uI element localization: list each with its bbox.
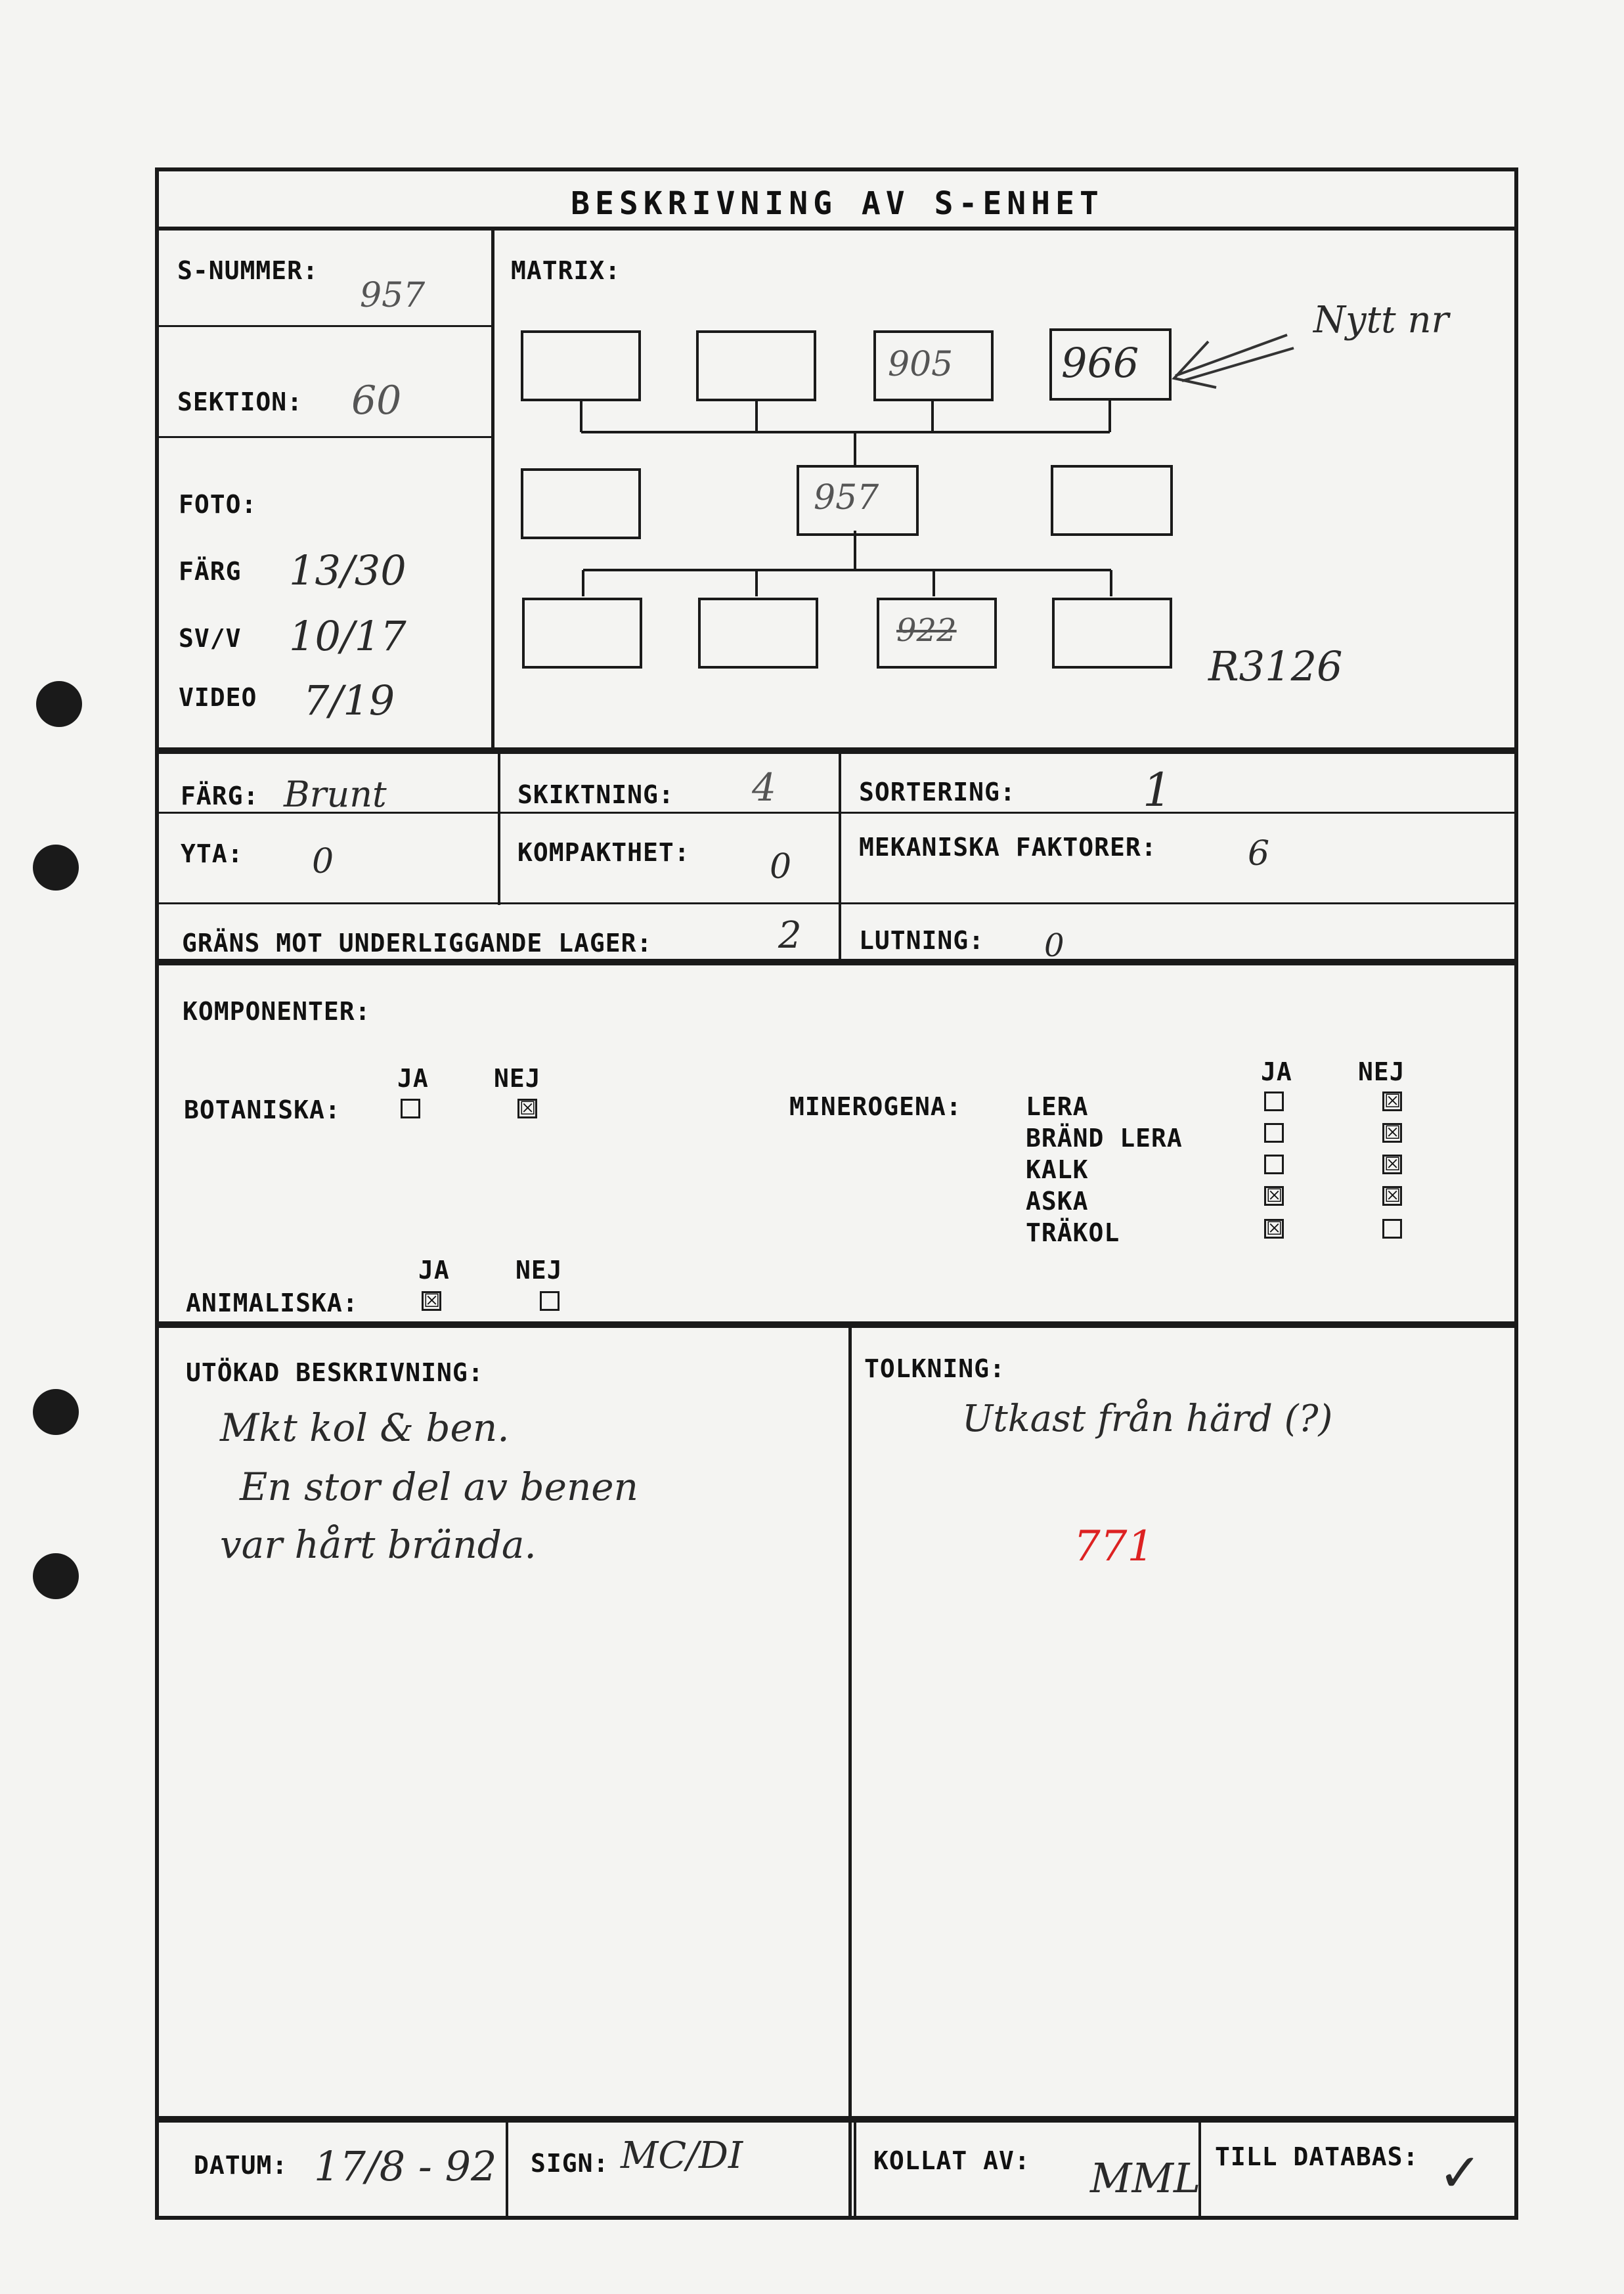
sektion-value[interactable]: 60 bbox=[351, 378, 402, 424]
minerogena-item: LERA bbox=[1026, 1092, 1089, 1121]
matrix-box[interactable] bbox=[1051, 465, 1173, 536]
matrix-box-value: 966 bbox=[1061, 339, 1139, 387]
sign-value[interactable]: MC/DI bbox=[621, 2134, 743, 2177]
minerogena-item: BRÄND LERA bbox=[1026, 1124, 1183, 1153]
botaniska-ja-header: JA bbox=[397, 1064, 429, 1093]
animaliska-nej-header: NEJ bbox=[516, 1256, 563, 1285]
utokad-line[interactable]: En stor del av benen bbox=[240, 1465, 638, 1509]
farg-label: FÄRG: bbox=[181, 782, 259, 810]
matrix-box[interactable] bbox=[1049, 328, 1172, 401]
matrix-box[interactable] bbox=[521, 468, 641, 539]
sortering-value[interactable]: 1 bbox=[1143, 763, 1172, 817]
s-nummer-value[interactable]: 957 bbox=[360, 276, 426, 315]
botaniska-ja-checkbox[interactable] bbox=[401, 1099, 420, 1118]
animaliska-ja-checkbox[interactable]: ☒ bbox=[422, 1291, 441, 1311]
matrix-box-value: 957 bbox=[814, 478, 879, 518]
matrix-box-current[interactable] bbox=[797, 465, 919, 536]
aska-nej-checkbox[interactable]: ☒ bbox=[1382, 1186, 1402, 1206]
matrix-box[interactable] bbox=[873, 330, 994, 401]
minerogena-label: MINEROGENA: bbox=[789, 1092, 962, 1121]
minerogena-nej-header: NEJ bbox=[1358, 1057, 1405, 1086]
minerogena-item: KALK bbox=[1026, 1155, 1089, 1184]
matrix-box[interactable] bbox=[698, 598, 818, 669]
kompakthet-value[interactable]: 0 bbox=[770, 847, 792, 887]
minerogena-ja-header: JA bbox=[1261, 1057, 1292, 1086]
aska-ja-checkbox[interactable]: ☒ bbox=[1264, 1186, 1284, 1206]
kompakthet-label: KOMPAKTHET: bbox=[517, 838, 690, 867]
video-label: VIDEO bbox=[179, 683, 257, 712]
svv-value[interactable]: 10/17 bbox=[289, 612, 406, 660]
sortering-label: SORTERING: bbox=[859, 778, 1016, 806]
matrix-box-value: 905 bbox=[888, 345, 954, 384]
minerogena-item: TRÄKOL bbox=[1026, 1218, 1120, 1247]
matrix-box[interactable] bbox=[1052, 598, 1172, 669]
till-databas-check[interactable]: ✓ bbox=[1438, 2142, 1483, 2203]
yta-label: YTA: bbox=[181, 839, 244, 868]
foto-label: FOTO: bbox=[179, 490, 257, 519]
farg-foto-label: FÄRG bbox=[179, 557, 242, 586]
grans-label: GRÄNS MOT UNDERLIGGANDE LAGER: bbox=[182, 929, 653, 958]
botaniska-nej-checkbox[interactable]: ☒ bbox=[517, 1099, 537, 1118]
mekaniska-label: MEKANISKA FAKTORER: bbox=[859, 833, 1157, 862]
lera-ja-checkbox[interactable] bbox=[1264, 1092, 1284, 1111]
utokad-line[interactable]: Mkt kol & ben. bbox=[220, 1405, 510, 1450]
lutning-label: LUTNING: bbox=[859, 926, 985, 955]
mekaniska-value[interactable]: 6 bbox=[1248, 834, 1270, 873]
animaliska-ja-header: JA bbox=[418, 1256, 450, 1285]
animaliska-nej-checkbox[interactable] bbox=[540, 1291, 560, 1311]
komponenter-label: KOMPONENTER: bbox=[183, 997, 371, 1026]
s-nummer-label: S-NUMMER: bbox=[177, 256, 318, 285]
skiktning-label: SKIKTNING: bbox=[517, 780, 674, 809]
matrix-side-note: R3126 bbox=[1208, 642, 1343, 690]
matrix-box[interactable] bbox=[521, 330, 641, 401]
tolkning-label: TOLKNING: bbox=[864, 1354, 1005, 1383]
utokad-label: UTÖKAD BESKRIVNING: bbox=[186, 1358, 484, 1387]
matrix-box-value: 922 bbox=[896, 612, 957, 649]
brand-lera-nej-checkbox[interactable]: ☒ bbox=[1382, 1123, 1402, 1143]
form-title: BESKRIVNING AV S-ENHET bbox=[571, 185, 1104, 222]
farg-foto-value[interactable]: 13/30 bbox=[289, 546, 406, 594]
kollat-value[interactable]: MML bbox=[1090, 2154, 1201, 2202]
trakol-ja-checkbox[interactable]: ☒ bbox=[1264, 1219, 1284, 1239]
utokad-line[interactable]: var hårt brända. bbox=[220, 1522, 537, 1567]
arrow-icon bbox=[1174, 335, 1294, 387]
minerogena-item: ASKA bbox=[1026, 1187, 1089, 1216]
brand-lera-ja-checkbox[interactable] bbox=[1264, 1123, 1284, 1143]
video-value[interactable]: 7/19 bbox=[303, 676, 395, 724]
svv-label: SV/V bbox=[179, 624, 242, 653]
trakol-nej-checkbox[interactable] bbox=[1382, 1219, 1402, 1239]
grans-value[interactable]: 2 bbox=[778, 914, 802, 957]
kollat-label: KOLLAT AV: bbox=[873, 2146, 1030, 2175]
kalk-ja-checkbox[interactable] bbox=[1264, 1155, 1284, 1174]
matrix-box[interactable] bbox=[877, 598, 997, 669]
till-databas-label: TILL DATABAS: bbox=[1215, 2142, 1419, 2171]
sign-label: SIGN: bbox=[531, 2149, 609, 2178]
matrix-box[interactable] bbox=[696, 330, 816, 401]
matrix-box[interactable] bbox=[522, 598, 642, 669]
sektion-label: SEKTION: bbox=[177, 387, 303, 416]
skiktning-value[interactable]: 4 bbox=[752, 765, 776, 810]
matrix-label: MATRIX: bbox=[511, 256, 621, 285]
yta-value[interactable]: 0 bbox=[312, 842, 334, 881]
botaniska-nej-header: NEJ bbox=[494, 1064, 541, 1093]
datum-value[interactable]: 17/8 - 92 bbox=[314, 2142, 497, 2190]
kalk-nej-checkbox[interactable]: ☒ bbox=[1382, 1155, 1402, 1174]
matrix-arrow-note: Nytt nr bbox=[1313, 299, 1449, 342]
farg-value[interactable]: Brunt bbox=[284, 774, 387, 815]
datum-label: DATUM: bbox=[194, 2151, 288, 2180]
botaniska-label: BOTANISKA: bbox=[184, 1095, 341, 1124]
animaliska-label: ANIMALISKA: bbox=[186, 1289, 359, 1317]
tolkning-value[interactable]: Utkast från härd (?) bbox=[962, 1398, 1333, 1440]
lera-nej-checkbox[interactable]: ☒ bbox=[1382, 1092, 1402, 1111]
lutning-value[interactable]: 0 bbox=[1044, 927, 1064, 964]
tolkning-red-number: 771 bbox=[1074, 1522, 1154, 1571]
